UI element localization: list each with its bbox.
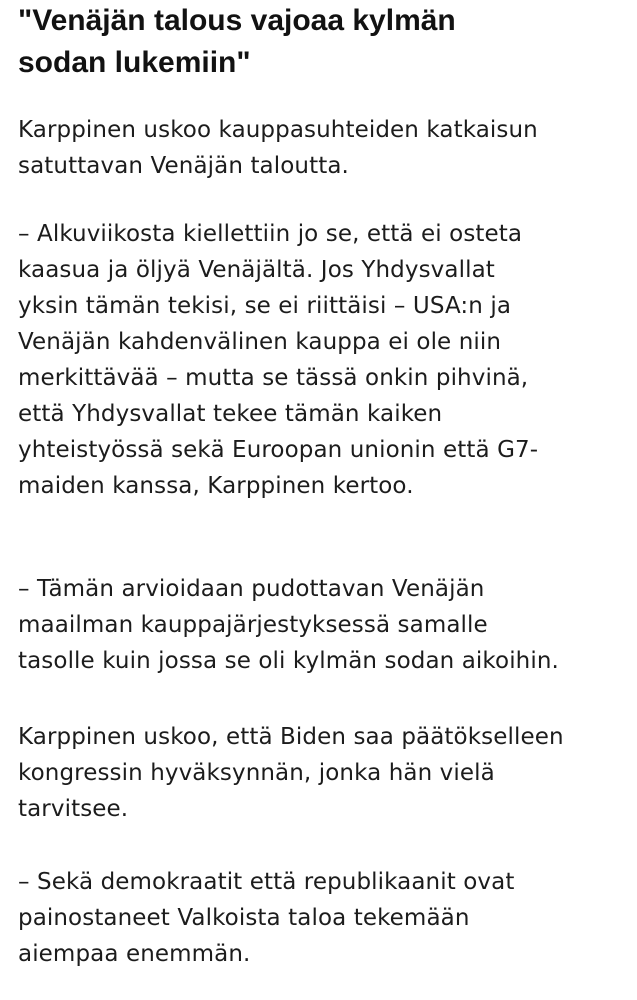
paragraph-line: että Yhdysvallat tekee tämän kaiken (18, 401, 443, 427)
paragraph-line: maiden kanssa, Karppinen kertoo. (18, 473, 414, 499)
paragraph-line: – Tämän arvioidaan pudottavan Venäjän (18, 576, 485, 602)
paragraph-line: Karppinen uskoo kauppasuhteiden katkaisun (18, 117, 538, 143)
paragraph-line: tasolle kuin jossa se oli kylmän sodan aikoihin. (18, 648, 559, 674)
headline-line: sodan lukemiin" (18, 46, 251, 79)
paragraph-line: – Alkuviikosta kiellettiin jo se, että ei osteta (18, 221, 523, 247)
paragraph-line: yksin tämän tekisi, se ei riittäisi – USA:n ja (18, 293, 512, 319)
paragraph-line: aiempaa enemmän. (18, 941, 251, 967)
paragraph-line: kongressin hyväksynnän, jonka hän vielä (18, 760, 495, 786)
paragraph-line: – Sekä demokraatit että republikaanit ovat (18, 869, 515, 895)
paragraph-line: maailman kauppajärjestyksessä samalle (18, 612, 488, 638)
headline-line: "Venäjän talous vajoaa kylmän (18, 4, 456, 37)
paragraph-line: painostaneet Valkoista taloa tekemään (18, 905, 470, 931)
paragraph-line: satuttavan Venäjän taloutta. (18, 153, 349, 179)
paragraph-line: kaasua ja öljyä Venäjältä. Jos Yhdysvallat (18, 257, 495, 283)
paragraph-congress (18, 719, 618, 827)
paragraph-line: tarvitsee. (18, 796, 129, 822)
paragraph-quote-2 (18, 571, 618, 679)
paragraph-line: merkittävää – mutta se tässä onkin pihvinä, (18, 365, 529, 391)
article-headline (18, 0, 628, 84)
paragraph-line: Venäjän kahdenvälinen kauppa ei ole niin (18, 329, 502, 355)
paragraph-quote-1 (18, 216, 618, 504)
paragraph-line: Karppinen uskoo, että Biden saa päätökselleen (18, 724, 564, 750)
paragraph-quote-3 (18, 864, 618, 972)
paragraph-intro (18, 112, 618, 184)
paragraph-line: yhteistyössä sekä Euroopan unionin että G7- (18, 437, 539, 463)
